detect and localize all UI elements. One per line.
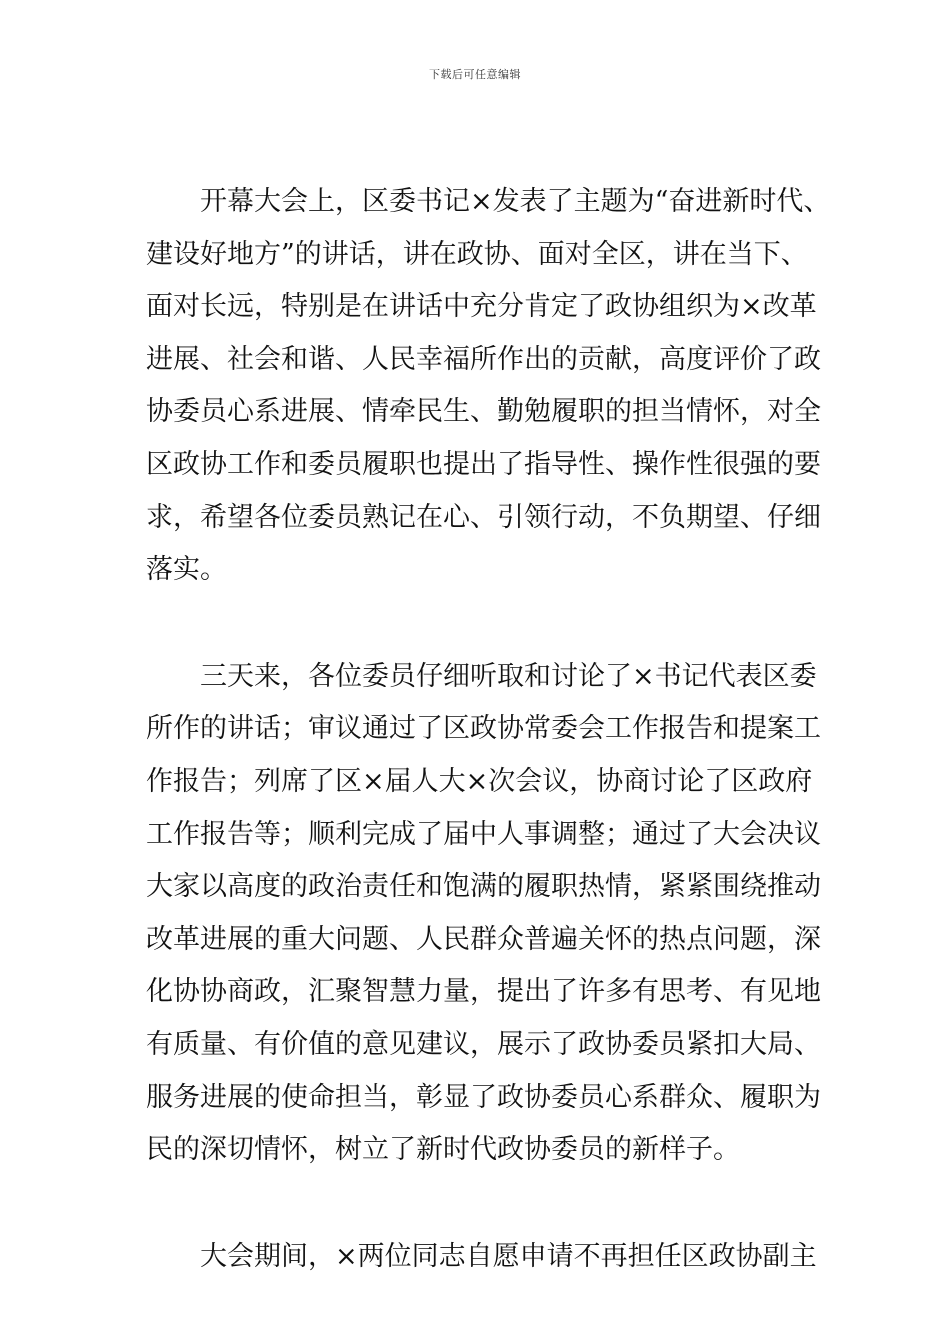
paragraph-line: 面对长远，特别是在讲话中充分肯定了政协组织为×改革 <box>146 291 817 323</box>
paragraph-line: 三天来，各位委员仔细听取和讨论了×书记代表区委 <box>200 660 817 692</box>
paragraph-line: 进展、社会和谐、人民幸福所作出的贡献，高度评价了政 <box>146 343 821 375</box>
paragraph-line: 作报告；列席了区×届人大×次会议，协商讨论了区政府 <box>146 765 813 797</box>
paragraph-spacer <box>146 1177 814 1231</box>
paragraph-spacer <box>146 597 814 651</box>
paragraph-line: 区政协工作和委员履职也提出了指导性、操作性很强的要 <box>146 448 821 480</box>
paragraph-line: 建设好地方”的讲话，讲在政协、面对全区，讲在当下、 <box>146 238 808 270</box>
paragraph-line: 协委员心系进展、情牵民生、勤勉履职的担当情怀，对全 <box>146 396 821 428</box>
paragraph-line: 民的深切情怀，树立了新时代政协委员的新样子。 <box>146 1134 740 1166</box>
paragraph <box>146 651 821 1177</box>
paragraph-line: 工作报告等；顺利完成了届中人事调整；通过了大会决议 <box>146 818 821 850</box>
page-header: 下载后可任意编辑 <box>429 68 521 81</box>
paragraph-line: 化协协商政，汇聚智慧力量，提出了许多有思考、有见地 <box>146 976 821 1008</box>
paragraph <box>146 176 831 597</box>
paragraph-line: 大会期间，×两位同志自愿申请不再担任区政协副主 <box>200 1240 817 1272</box>
paragraph-line: 落实。 <box>146 554 227 586</box>
paragraph-line: 有质量、有价值的意见建议，展示了政协委员紧扣大局、 <box>146 1028 821 1060</box>
paragraph-line: 大家以高度的政治责任和饱满的履职热情，紧紧围绕推动 <box>146 871 821 903</box>
paragraph-line: 开幕大会上，区委书记×发表了主题为“奋进新时代、 <box>200 186 831 217</box>
paragraph-line: 求，希望各位委员熟记在心、引领行动，不负期望、仔细 <box>146 501 821 533</box>
paragraph-line: 所作的讲话；审议通过了区政协常委会工作报告和提案工 <box>146 713 821 745</box>
paragraph-line: 改革进展的重大问题、人民群众普遍关怀的热点问题，深 <box>146 923 821 955</box>
paragraph <box>146 1231 817 1284</box>
paragraph-line: 服务进展的使命担当，彰显了政协委员心系群众、履职为 <box>146 1081 821 1113</box>
document-body <box>146 176 831 1283</box>
